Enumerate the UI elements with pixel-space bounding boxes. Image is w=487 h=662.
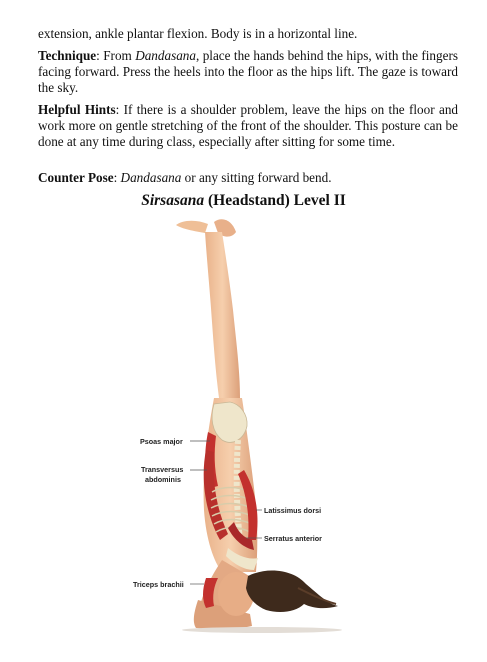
counter-pose-name: Dandasana xyxy=(120,170,182,185)
legs xyxy=(205,232,240,398)
label-transversus: Transversus xyxy=(141,465,184,474)
technique-text: , place the hands behind the hips, with the fingers facing forward. Press the heels into the floor as the hips lift. The gaze is toward the sky. xyxy=(38,48,458,95)
floor-shadow xyxy=(182,627,342,633)
label-abdominis: abdominis xyxy=(145,475,181,484)
label-psoas-major: Psoas major xyxy=(140,437,183,446)
label-latissimus-dorsi: Latissimus dorsi xyxy=(264,506,322,515)
technique-label: Technique xyxy=(38,48,97,63)
helpful-hints-text: : If there is a shoulder problem, leave the hips on the floor and work more on gentle stretching of the front of the shoulder. This posture can be done at any time during class, especially after sitting for some time. xyxy=(38,102,459,149)
counter-pose-text: or any sitting forward bend. xyxy=(181,170,332,185)
label-triceps-brachii: Triceps brachii xyxy=(133,580,184,589)
label-serratus-anterior: Serratus anterior xyxy=(264,534,322,543)
spine xyxy=(237,440,240,540)
counter-pose-label: Counter Pose xyxy=(38,170,114,185)
heading-pose-name: Sirsasana xyxy=(141,192,205,209)
alignment-text: extension, ankle plantar flexion. Body is in a horizontal line. xyxy=(38,26,358,41)
helpful-hints-label: Helpful Hints xyxy=(38,102,116,117)
counter-pose-sep: : xyxy=(113,170,121,185)
heading-title-rest: (Headstand) Level II xyxy=(204,192,346,209)
technique-pose-name: Dandasana xyxy=(135,48,196,63)
hair xyxy=(246,570,338,612)
foot-left xyxy=(176,221,208,233)
technique-text-start: : From xyxy=(96,48,136,63)
